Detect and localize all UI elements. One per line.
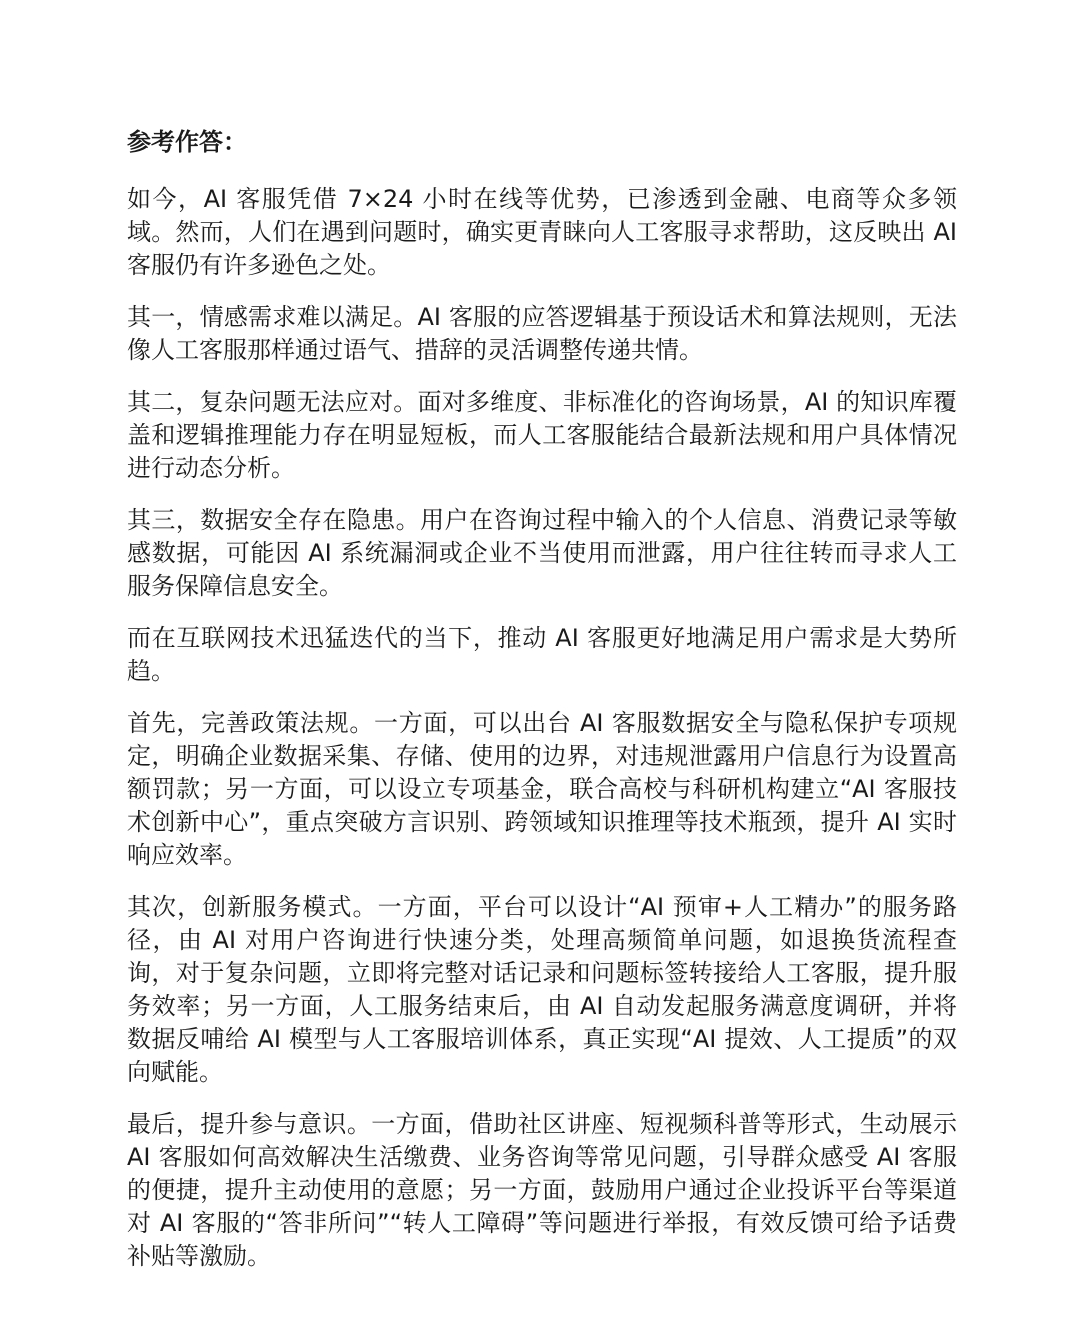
paragraph-measure-3: 最后，提升参与意识。一方面，借助社区讲座、短视频科普等形式，生动展示 AI 客服如何高效解决生活缴费、业务咨询等常见问题，引导群众感受 AI 客服的便捷，提升主动使用的意愿；另一方面，鼓励用户通过企业投诉平台等渠道对 AI 客服的“答非所问”“转人工障碍”等问题进行举报，有效反馈可给予话费补贴等激励。: [127, 1110, 957, 1270]
paragraph-transition: 而在互联网技术迅猛迭代的当下，推动 AI 客服更好地满足用户需求是大势所趋。: [127, 624, 957, 685]
paragraph-measure-2: 其次，创新服务模式。一方面，平台可以设计“AI 预审+人工精办”的服务路径，由 AI 对用户咨询进行快速分类，处理高频简单问题，如退换货流程查询，对于复杂问题，立即将完整对话记录和问题标签转接给人工客服，提升服务效率；另一方面，人工服务结束后，由 AI 自动发起服务满意度调研，并将数据反哺给 AI 模型与人工客服培训体系，真正实现“AI 提效、人工提质”的双向赋能。: [127, 893, 957, 1086]
paragraph-reason-3: 其三，数据安全存在隐患。用户在咨询过程中输入的个人信息、消费记录等敏感数据，可能因 AI 系统漏洞或企业不当使用而泄露，用户往往转而寻求人工服务保障信息安全。: [127, 506, 957, 600]
answer-document: [127, 126, 957, 1292]
paragraph-measure-1: 首先，完善政策法规。一方面，可以出台 AI 客服数据安全与隐私保护专项规定，明确企业数据采集、存储、使用的边界，对违规泄露用户信息行为设置高额罚款；另一方面，可以设立专项基金，联合高校与科研机构建立“AI 客服技术创新中心”，重点突破方言识别、跨领域知识推理等技术瓶颈，提升 AI 实时响应效率。: [127, 709, 957, 869]
paragraph-reason-1: 其一，情感需求难以满足。AI 客服的应答逻辑基于预设话术和算法规则，无法像人工客服那样通过语气、措辞的灵活调整传递共情。: [127, 303, 957, 364]
paragraph-reason-2: 其二，复杂问题无法应对。面对多维度、非标准化的咨询场景，AI 的知识库覆盖和逻辑推理能力存在明显短板，而人工客服能结合最新法规和用户具体情况进行动态分析。: [127, 388, 957, 482]
document-title: 参考作答：: [127, 128, 247, 156]
paragraph-intro: 如今，AI 客服凭借 7×24 小时在线等优势，已渗透到金融、电商等众多领域。然而，人们在遇到问题时，确实更青睐向人工客服寻求帮助，这反映出 AI 客服仍有许多逊色之处。: [127, 185, 957, 279]
